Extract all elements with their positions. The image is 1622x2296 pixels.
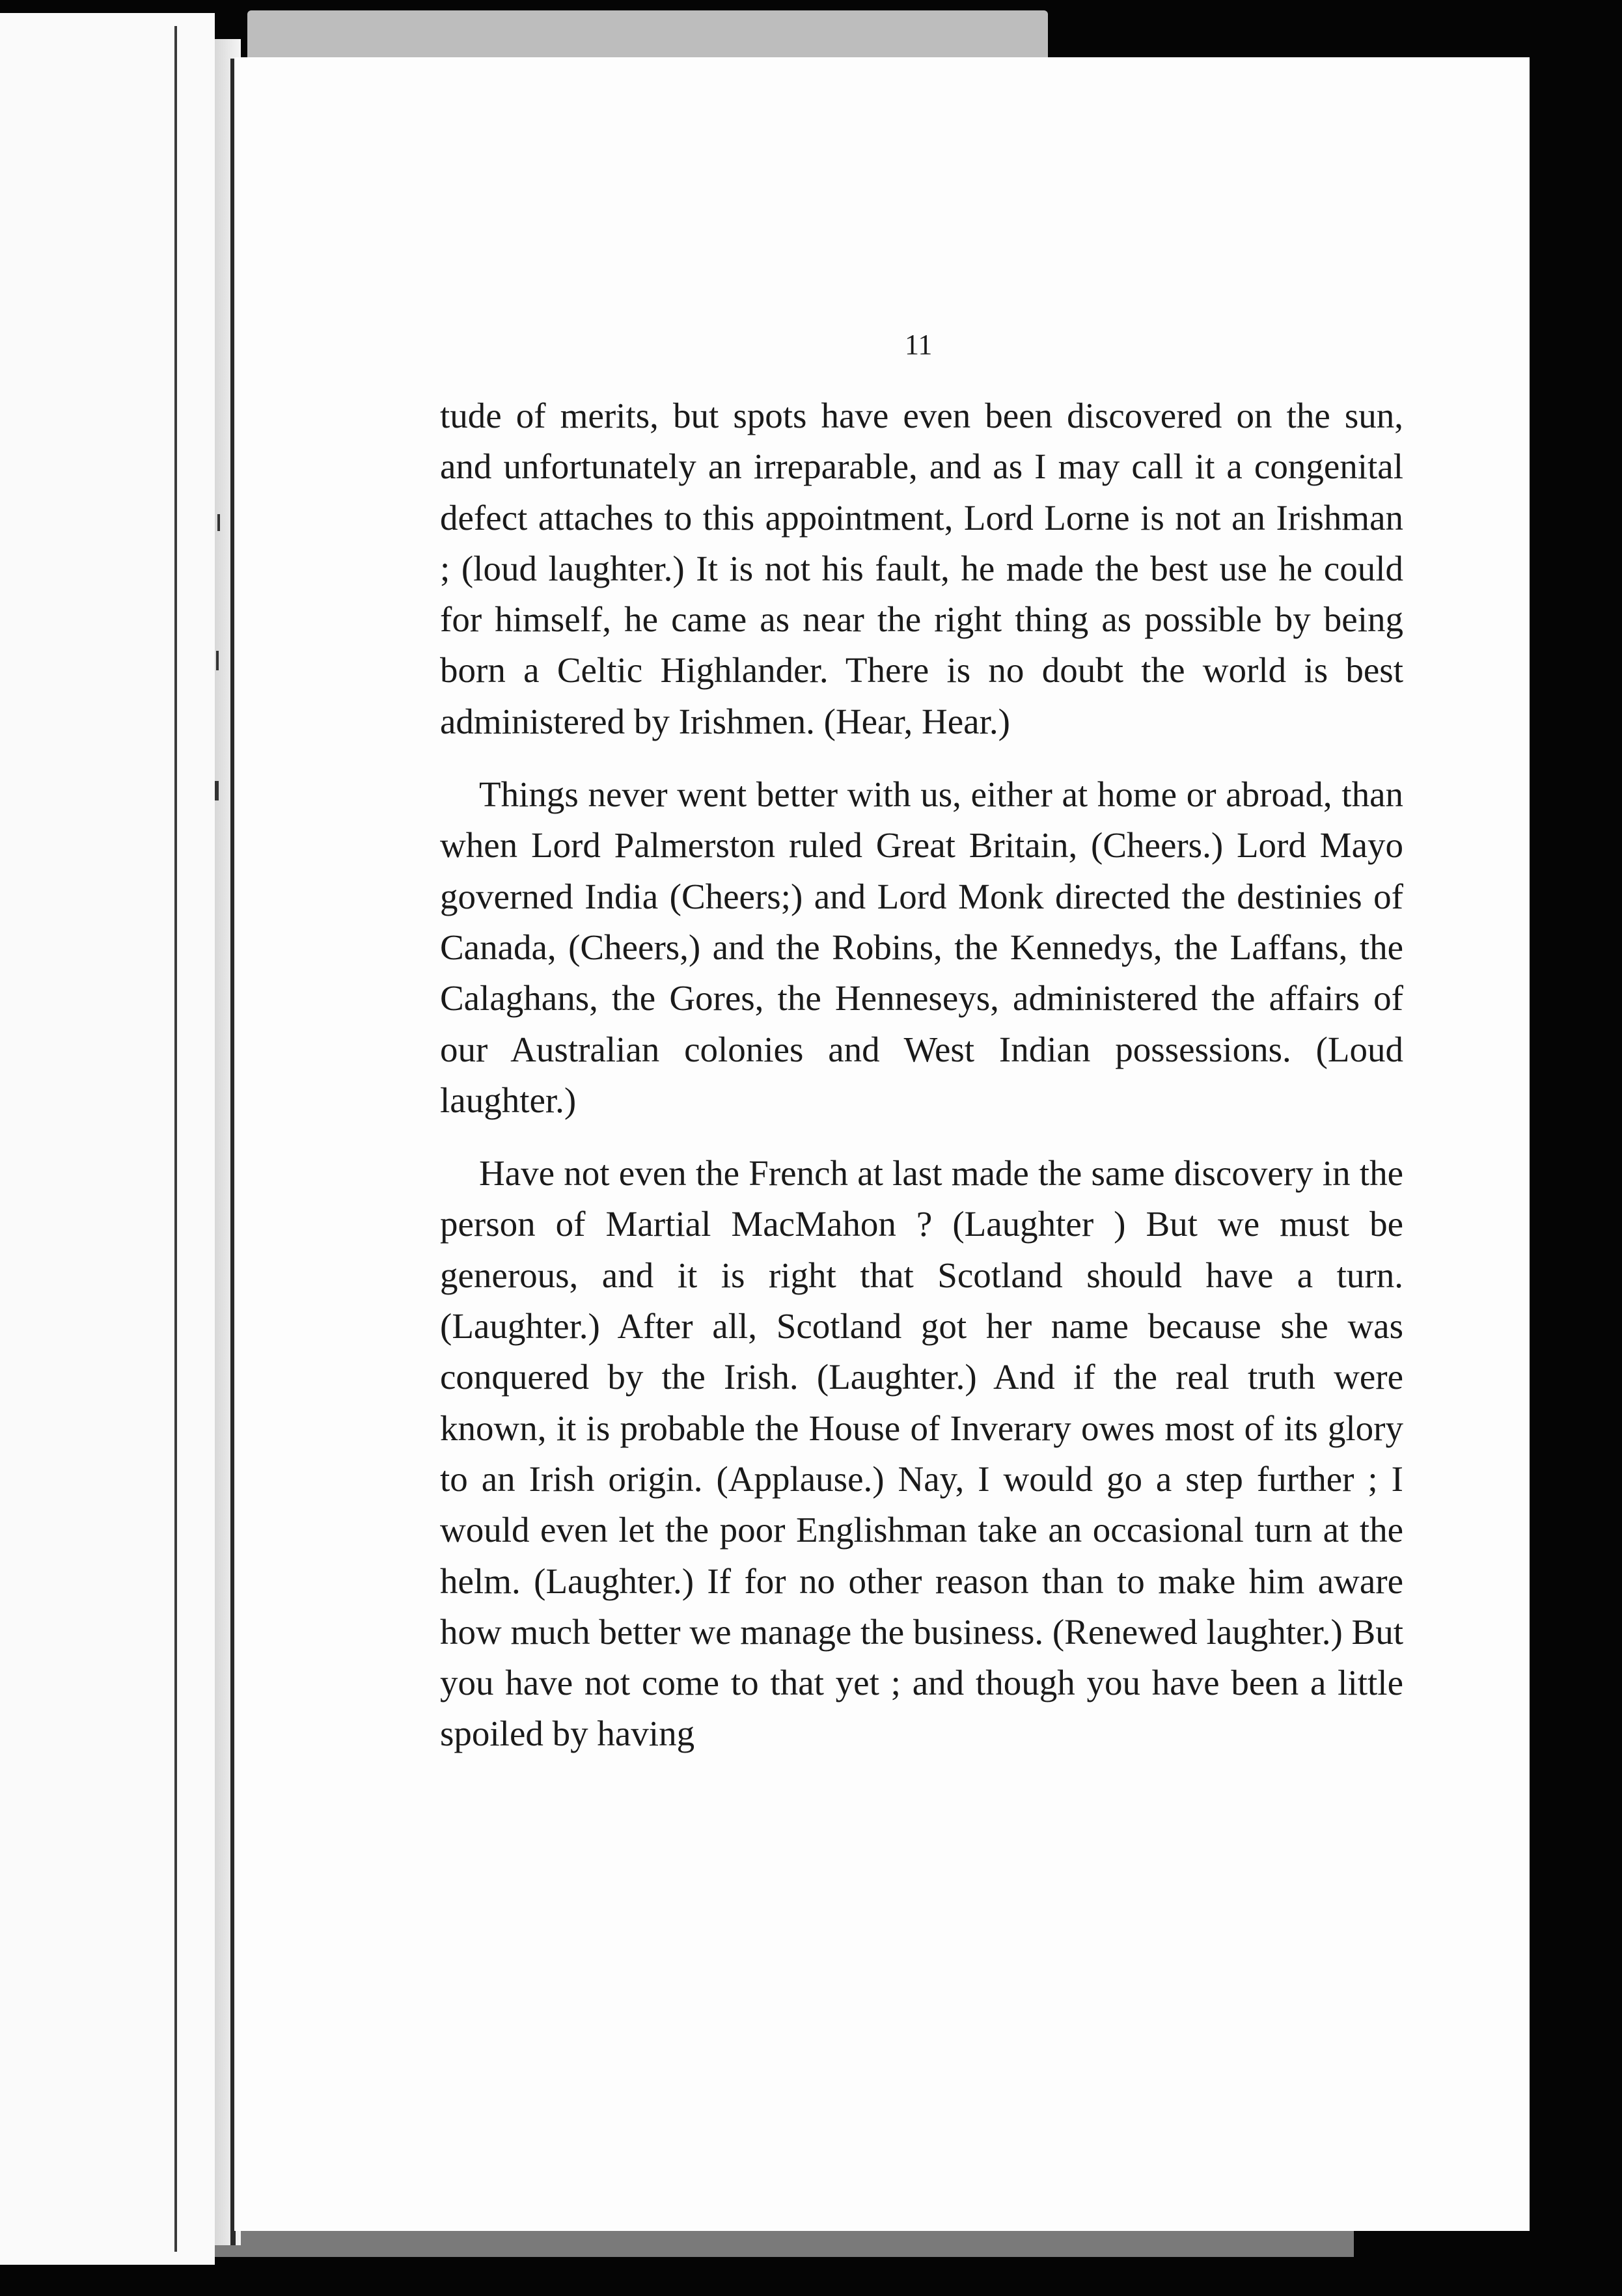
page-fold-line [174,26,177,2252]
page-number: 11 [905,329,933,361]
left-facing-page-edge [0,13,215,2265]
paragraph: Things never went better with us, either at home or abroad, than when Lord Palmerston ruled Great Britain, (Cheers.) Lord Mayo governed India (Cheers;) and Lord Monk directed the destinies of Canada, (Cheers,) and the Robins, the Kennedys, the Laffans, the Calaghans, the Gores, the Henneseys, administered the affairs of our Australian colonies and West Indian possessions. (Loud laughter.) [440,774,1403,1120]
paragraph: tude of merits, but spots have even been discovered on the sun, and unfortunately an irreparable, and as I may call it a congenital defect attaches to this appointment, Lord Lorne is not an Irishman ; (loud laughter.) It is not his fault, he made the best use he could for himself, he came as near the right thing as possible by being born a Celtic Highlander. There is no doubt the world is best administered by Irishmen. (Hear, Hear.) [440,396,1403,741]
body-text [440,390,1403,1760]
margin-mark [217,514,220,531]
margin-mark [216,651,219,670]
paragraph: Have not even the French at last made the same discovery in the person of Martial MacMahon ? (Laughter ) But we must be generous, and it is right that Scotland should have a turn. (Laughter.) After all, Scotland got her name because she was conquered by the Irish. (Laughter.) And if the real truth were known, it is probable the House of Inverary owes most of its glory to an Irish origin. (Applause.) Nay, I would go a step further ; I would even let the poor Englishman take an occasional turn at the helm. (Laughter.) If for no other reason than to make him aware how much better we manage the business. (Renewed laughter.) But you have not come to that yet ; and though you have been a little spoiled by having [440,1153,1404,1754]
margin-mark [215,781,219,800]
